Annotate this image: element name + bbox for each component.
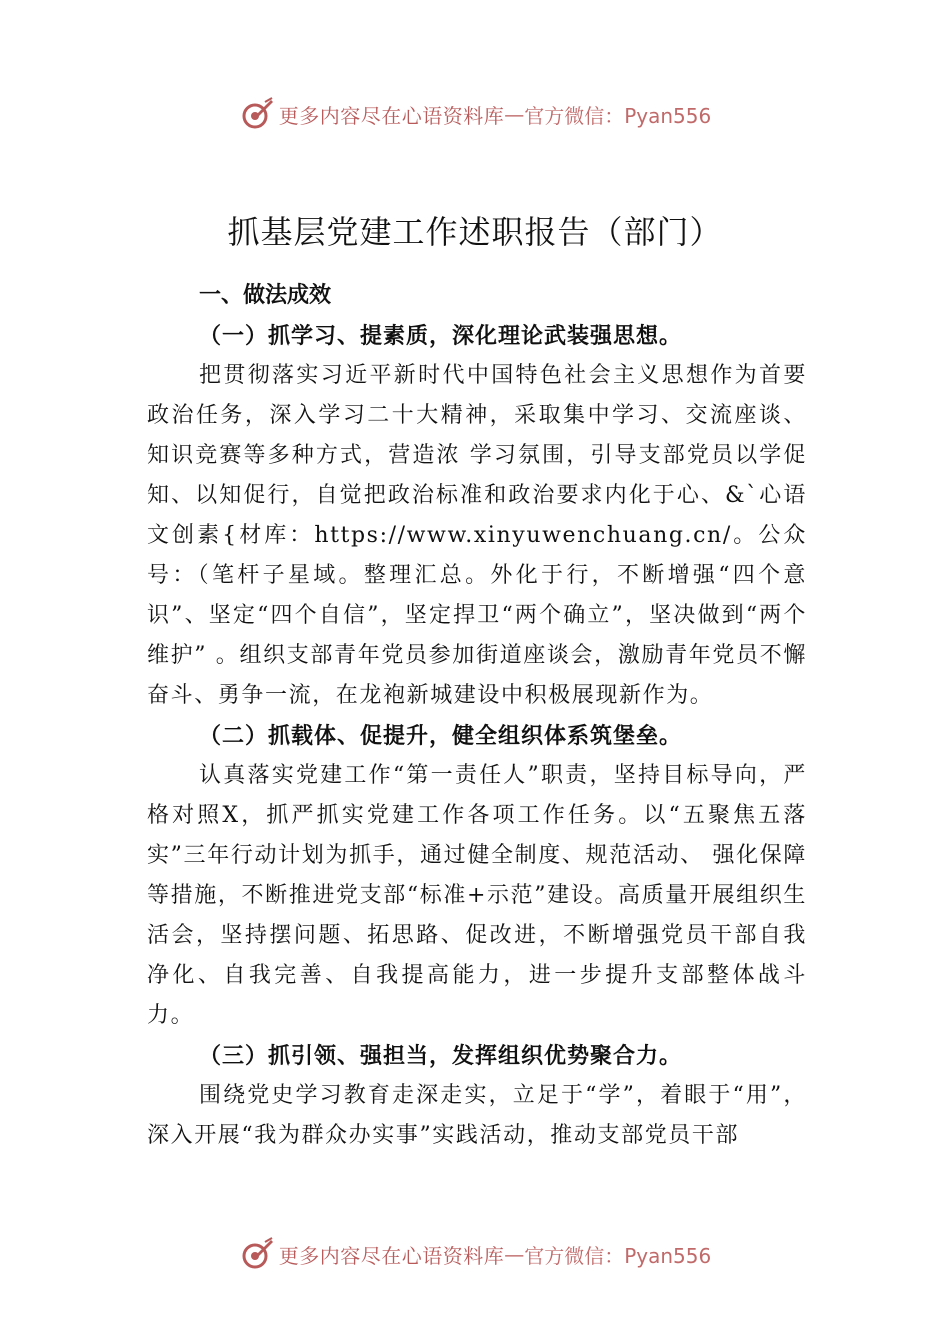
footer-watermark: [0, 1234, 950, 1274]
watermark-text: 更多内容尽在心语资料库: [278, 103, 505, 128]
quill-seal-logo-icon: [239, 1236, 275, 1272]
item-heading-3: （三）抓引领、强担当，发挥组织优势聚合力。: [199, 1043, 683, 1069]
page-title: 抓基层党建工作述职报告（部门）: [227, 213, 723, 252]
document-body: [147, 276, 807, 1156]
watermark-text: 更多内容尽在心语资料库: [278, 1243, 505, 1268]
item-body-1: 把贯彻落实习近平新时代中国特色社会主义思想作为首要政治任务，深入学习二十大精神，采取集中学习、交流座谈、知识竞赛等多种方式，营造浓 学习氛围，引导支部党员以学促知、以知促行，自觉把政治标准和政治要求内化于心、&`心语文创素{材库：https://www.xinyuwenchuang.cn/。公众号：（笔杆子星域。整理汇总。外化于行，不断增强“四个意识”、坚定“四个自信”，坚定捍卫“两个确立”，坚决做到“两个维护” 。组织支部青年党员参加街道座谈会，激励青年党员不懈奋斗、勇争一流，在龙袍新城建设中积极展现新作为。: [147, 363, 807, 708]
item-body-3: 围绕党史学习教育走深走实，立足于“学”，着眼于“用”，深入开展“我为群众办实事”实践活动，推动支部党员干部: [147, 1083, 807, 1148]
watermark-wechat: 官方微信：Pyan556: [524, 1243, 712, 1268]
watermark-wechat: 官方微信：Pyan556: [524, 103, 712, 128]
watermark-dash: —: [504, 1242, 525, 1266]
header-watermark: [0, 94, 950, 134]
item-body-2: 认真落实党建工作“第一责任人”职责，坚持目标导向，严格对照X，抓严抓实党建工作各项工作任务。以“五聚焦五落实”三年行动计划为抓手，通过健全制度、规范活动、 强化保障等措施，不断推进党支部“标准+示范”建设。高质量开展组织生活会，坚持摆问题、拓思路、促改进，不断增强党员干部自我净化、自我完善、自我提高能力，进一步提升支部整体战斗力。: [147, 763, 807, 1028]
item-heading-2: （二）抓载体、促提升，健全组织体系筑堡垒。: [199, 723, 683, 749]
section-heading: 一、做法成效: [199, 283, 332, 308]
watermark-dash: —: [504, 102, 525, 126]
quill-seal-logo-icon: [239, 96, 275, 132]
item-heading-1: （一）抓学习、提素质，深化理论武装强思想。: [199, 323, 683, 349]
